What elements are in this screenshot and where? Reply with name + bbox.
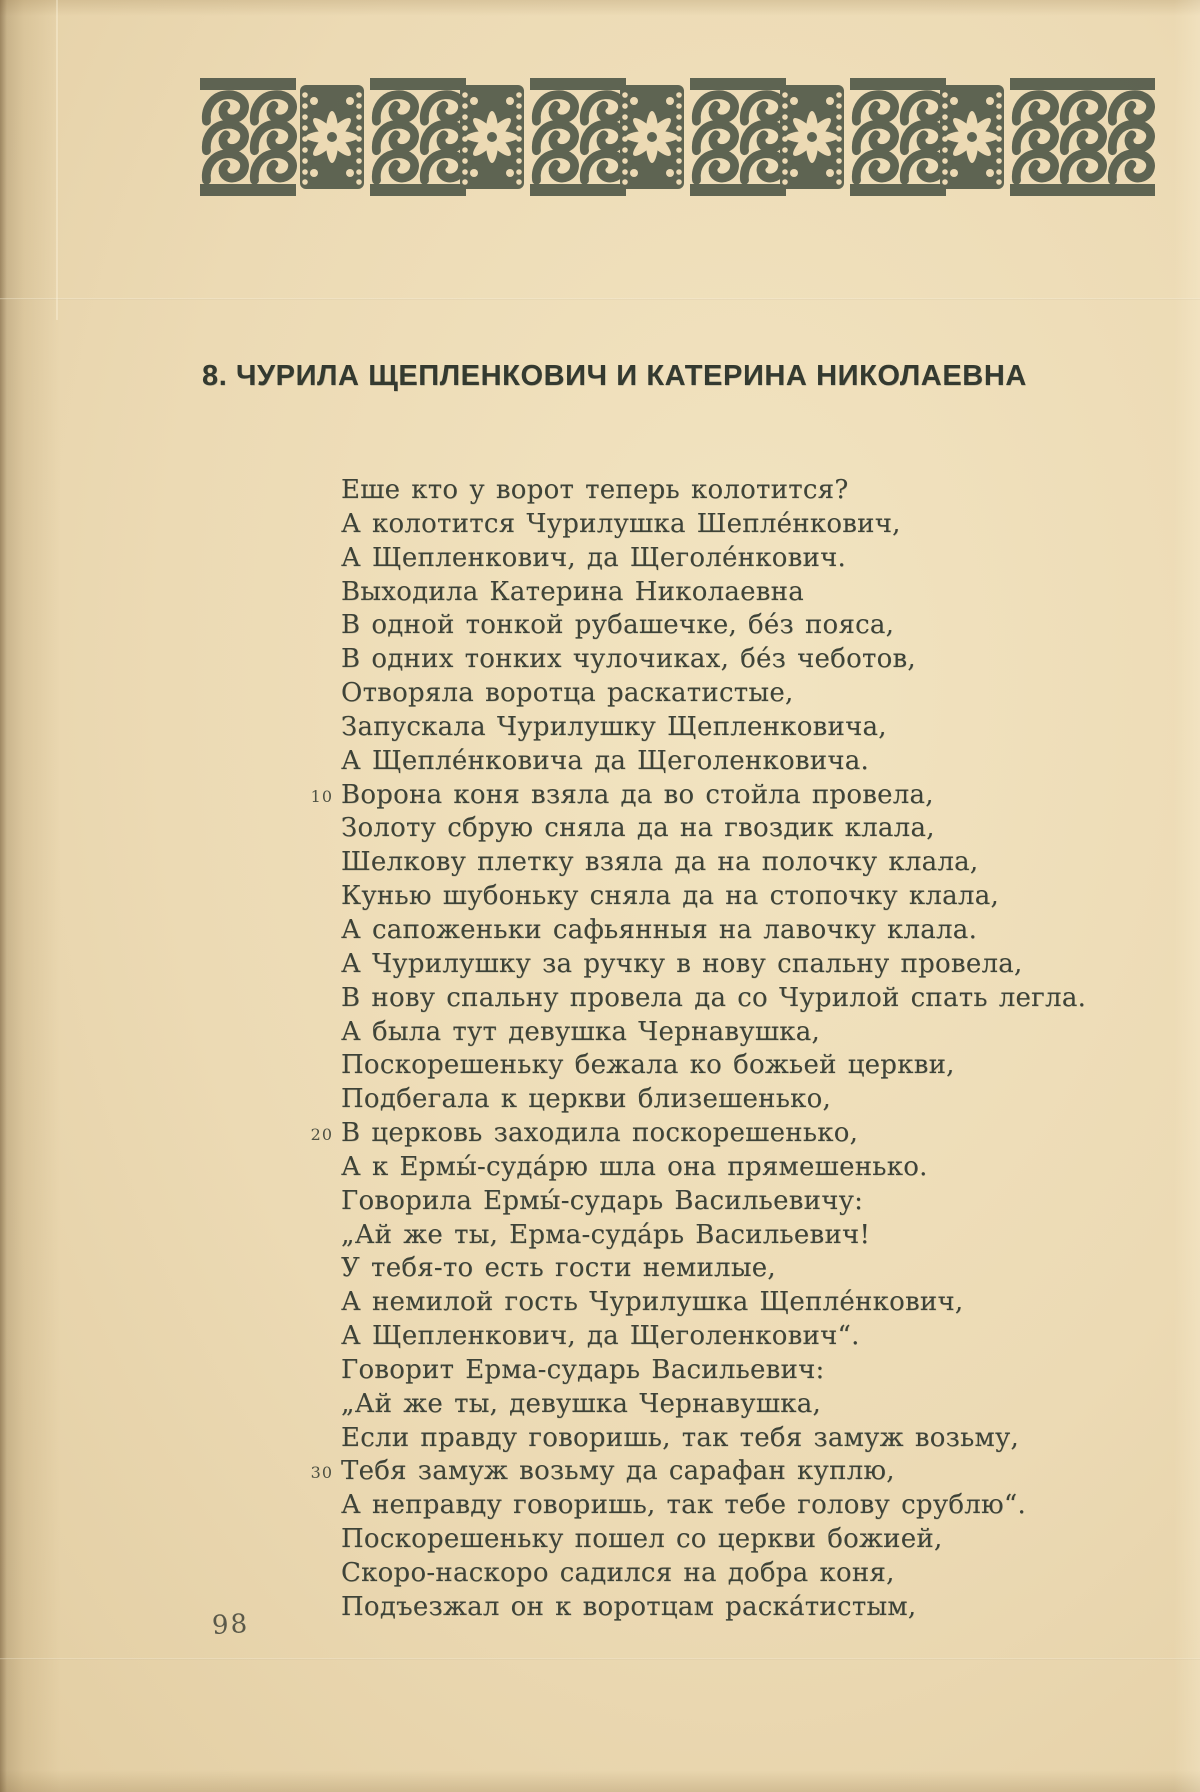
verse-line-text: Подъезжал он к воротцам раска́тистым, bbox=[341, 1591, 917, 1622]
verse-line bbox=[310, 1455, 1086, 1489]
verse-line-text: Еше кто у ворот теперь колотится? bbox=[341, 475, 849, 505]
verse-line-text: А немилой гость Чурилушка Щепле́нкович, bbox=[341, 1287, 964, 1318]
verse-line-text: А была тут девушка Чернавушка, bbox=[341, 1016, 821, 1047]
verse-line-text: Поскорешеньку пошел со церкви божией, bbox=[341, 1524, 943, 1555]
verse-line bbox=[341, 1049, 1086, 1083]
verse-line bbox=[341, 1591, 1086, 1625]
verse-line-text: А Щепленкович, да Щеголенкович“. bbox=[341, 1321, 860, 1352]
verse-line-text: Тебя замуж возьму да сарафан куплю, bbox=[341, 1456, 895, 1487]
verse-line-text: А неправду говоришь, так тебе голову срублю“. bbox=[341, 1490, 1026, 1521]
verse-line bbox=[341, 1354, 1086, 1388]
verse-line bbox=[341, 846, 1086, 880]
verse-line-text: Отворяла воротца раскатистые, bbox=[341, 678, 794, 709]
verse-line-text: А колотится Чурилушка Шепле́нкович, bbox=[341, 508, 901, 539]
verse-line-text: Запускала Чурилушку Щепленковича, bbox=[341, 711, 887, 742]
verse-line bbox=[341, 508, 1086, 542]
page-number: 98 bbox=[211, 1609, 250, 1641]
verse-line bbox=[341, 1557, 1086, 1591]
verse-line-text: В одной тонкой рубашечке, бе́з пояса, bbox=[341, 610, 895, 641]
ornament-band bbox=[200, 78, 1160, 196]
verse-line-number: 20 bbox=[310, 1125, 333, 1145]
paper-crease bbox=[0, 1658, 1200, 1660]
verse-line-text: Говорит Ерма-сударь Васильевич: bbox=[341, 1354, 825, 1385]
verse-line bbox=[341, 1489, 1086, 1523]
verse-line-text: А Чурилушку за ручку в нову спальну провела, bbox=[341, 948, 1023, 979]
verse-line bbox=[341, 880, 1086, 914]
verse-line-text: В одних тонких чулочиках, бе́з чеботов, bbox=[341, 644, 916, 675]
verse-line-text: „Ай же ты, девушка Чернавушка, bbox=[341, 1388, 822, 1419]
verse-line-number: 30 bbox=[310, 1463, 333, 1483]
verse-line bbox=[341, 1219, 1086, 1253]
verse-line bbox=[341, 1016, 1086, 1050]
verse-line bbox=[341, 1083, 1086, 1117]
verse-line-text: В церковь заходила поскорешенько, bbox=[341, 1118, 859, 1149]
verse-line bbox=[341, 812, 1086, 846]
verse-line bbox=[341, 711, 1086, 745]
verse-line-text: В нову спальну провела да со Чурилой спать легла. bbox=[341, 982, 1087, 1013]
verse-line bbox=[341, 677, 1086, 711]
verse-line bbox=[341, 745, 1086, 779]
verse-line-text: А к Ермы́-суда́рю шла она прямешенько. bbox=[341, 1151, 928, 1182]
verse-line-text: „Ай же ты, Ерма-суда́рь Васильевич! bbox=[341, 1219, 871, 1250]
verse-line-text: Скоро-наскоро садился на добра коня, bbox=[341, 1558, 895, 1588]
verse-line bbox=[341, 1422, 1086, 1456]
chapter-title: 8. ЧУРИЛА ЩЕПЛЕНКОВИЧ И КАТЕРИНА НИКОЛАЕВНА bbox=[202, 360, 1027, 392]
verse-line bbox=[341, 576, 1086, 610]
verse-line-text: Подбегала к церкви близешенько, bbox=[341, 1084, 832, 1115]
verse-line-text: У тебя-то есть гости немилые, bbox=[341, 1253, 776, 1284]
verse-line-text: Золоту сбрую сняла да на гвоздик клала, bbox=[341, 813, 935, 844]
verse-line bbox=[341, 948, 1086, 982]
verse-line bbox=[310, 1117, 1086, 1151]
verse-line bbox=[341, 1388, 1086, 1422]
verse-line-text: Кунью шубоньку сняла да на стопочку клала, bbox=[341, 881, 999, 912]
verse-line bbox=[341, 982, 1086, 1016]
poem-text bbox=[310, 474, 1087, 1625]
verse-line-text: Говорила Ермы́-сударь Васильевичу: bbox=[341, 1185, 864, 1216]
verse-line-text: Если правду говоришь, так тебя замуж возьму, bbox=[341, 1422, 1020, 1453]
verse-line-text: А сапоженьки сафьянныя на лавочку клала. bbox=[341, 914, 978, 945]
paper-crease bbox=[0, 298, 1200, 300]
verse-line-text: Шелкову плетку взяла да на полочку клала, bbox=[341, 847, 979, 878]
verse-line-text: Поскорешеньку бежала ко божьей церкви, bbox=[341, 1050, 955, 1081]
verse-line-text: А Щепле́нковича да Щеголенковича. bbox=[341, 745, 870, 776]
verse-line bbox=[341, 542, 1086, 576]
verse-line bbox=[341, 1185, 1086, 1219]
verse-line bbox=[341, 1252, 1086, 1286]
paper-crease bbox=[56, 0, 58, 320]
verse-line bbox=[341, 1320, 1086, 1354]
verse-line bbox=[341, 1523, 1086, 1557]
verse-line-text: Выходила Катерина Николаевна bbox=[341, 576, 804, 607]
verse-line bbox=[341, 1151, 1086, 1185]
verse-line bbox=[341, 914, 1086, 948]
verse-line-number: 10 bbox=[310, 786, 333, 806]
verse-line bbox=[341, 1286, 1086, 1320]
verse-line bbox=[341, 609, 1086, 643]
verse-line-text: А Щепленкович, да Щеголе́нкович. bbox=[341, 542, 847, 573]
verse-line bbox=[341, 643, 1086, 677]
verse-line bbox=[341, 474, 1086, 508]
verse-line-text: Ворона коня взяла да во стойла провела, bbox=[341, 779, 934, 810]
verse-line bbox=[310, 779, 1086, 813]
